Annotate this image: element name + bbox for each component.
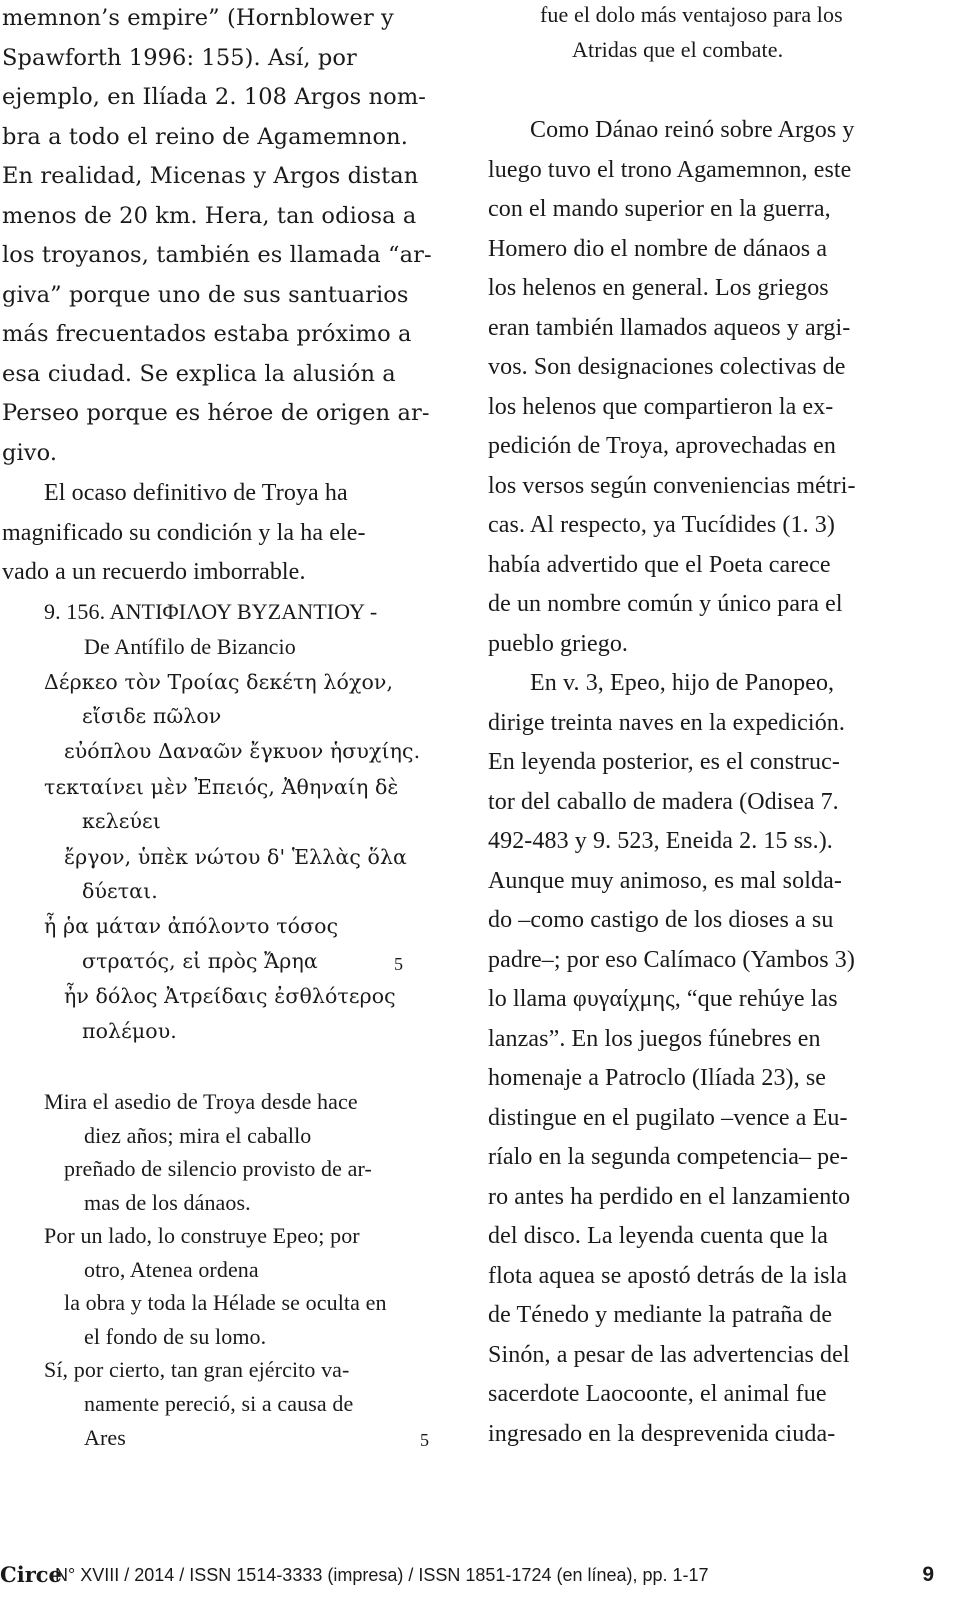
page-number: 9: [922, 1563, 934, 1586]
note-line: En realidad, Micenas y Argos distan: [2, 163, 419, 189]
note-line: Spawforth 1996: 155). Así, por: [2, 45, 357, 71]
translation-line: Ares: [84, 1425, 126, 1450]
body-line: eran también llamados aqueos y argi-: [488, 315, 851, 341]
note-line: esa ciudad. Se explica la alusión a: [2, 361, 396, 387]
body-line: Sinón, a pesar de las advertencias del: [488, 1342, 850, 1368]
epigram-author: De Antífilo de Bizancio: [84, 634, 296, 659]
body-line: padre–; por eso Calímaco (Yambos 3): [488, 947, 855, 973]
line-number: 5: [394, 954, 403, 974]
translation-line: otro, Atenea ordena: [84, 1257, 259, 1282]
body-line: Atridas que el combate.: [572, 37, 784, 62]
note-line: Perseo porque es héroe de origen ar-: [2, 400, 430, 426]
line-number: 5: [420, 1430, 429, 1450]
greek-verse-line: δύεται.: [82, 879, 158, 903]
body-line: ríalo en la segunda competencia– pe-: [488, 1144, 849, 1170]
translation-line: Mira el asedio de Troya desde hace: [44, 1089, 358, 1114]
body-line: pueblo griego.: [488, 631, 629, 657]
translation-line: Sí, por cierto, tan gran ejército va-: [44, 1357, 350, 1382]
body-line: tor del caballo de madera (Odisea 7.: [488, 789, 839, 815]
body-line: homenaje a Patroclo (Ilíada 23), se: [488, 1065, 827, 1091]
body-line: había advertido que el Poeta carece: [488, 552, 831, 578]
note-line: más frecuentados estaba próximo a: [2, 321, 412, 347]
note-line: memnon’s empire” (Hornblower y: [2, 5, 394, 31]
note-line: giva” porque uno de sus santuarios: [2, 282, 409, 308]
body-line: 492-483 y 9. 523, Eneida 2. 15 ss.).: [488, 828, 833, 854]
body-line: En v. 3, Epeo, hijo de Panopeo,: [530, 670, 835, 696]
journal-info: N° XVIII / 2014 / ISSN 1514-3333 (impresa) / ISSN 1851-1724 (en línea), pp. 1-17: [55, 1565, 709, 1585]
greek-verse-line: εὐόπλου Δαναῶν ἔγκυον ἡσυχίης.: [64, 739, 421, 763]
body-line: ingresado en la desprevenida ciuda-: [488, 1421, 836, 1447]
greek-verse-line: Δέρκεο τὸν Τροίας δεκέτη λόχον,: [44, 670, 394, 694]
body-line: los helenos que compartieron la ex-: [488, 394, 834, 420]
translation-line: diez años; mira el caballo: [84, 1123, 312, 1148]
body-line: del disco. La leyenda cuenta que la: [488, 1223, 829, 1249]
note-line: bra a todo el reino de Agamemnon.: [2, 124, 409, 150]
body-line: con el mando superior en la guerra,: [488, 196, 831, 222]
body-line: Homero dio el nombre de dánaos a: [488, 236, 828, 262]
body-line: do –como castigo de los dioses a su: [488, 907, 834, 933]
body-line: lo llama φυγαίχμης, “que rehúye las: [488, 986, 838, 1012]
body-line: sacerdote Laocoonte, el animal fue: [488, 1381, 827, 1407]
translation-line: el fondo de su lomo.: [84, 1324, 267, 1349]
translation-line: la obra y toda la Hélade se oculta en: [64, 1290, 387, 1315]
body-line: dirige treinta naves en la expedición.: [488, 710, 845, 736]
body-line: pedición de Troya, aprovechadas en: [488, 433, 836, 459]
journal-logo: Circe: [0, 1562, 62, 1587]
body-line: vos. Son designaciones colectivas de: [488, 354, 846, 380]
body-line: luego tuvo el trono Agamemnon, este: [488, 157, 852, 183]
greek-verse-line: ἔργον, ὑπὲκ νώτου δ' Ἑλλὰς ὅλα: [64, 845, 407, 869]
note-line: El ocaso definitivo de Troya ha: [44, 480, 348, 506]
note-line: ejemplo, en Ilíada 2. 108 Argos nom-: [2, 84, 426, 110]
greek-verse-line: ἦ ῥα μάταν ἀπόλοντο τόσος: [44, 914, 339, 938]
body-line: En leyenda posterior, es el construc-: [488, 749, 840, 775]
greek-verse-line: ἦν δόλος Ἀτρείδαις ἐσθλότερος: [64, 984, 396, 1008]
body-line: los versos según conveniencias métri-: [488, 473, 856, 499]
body-line: lanzas”. En los juegos fúnebres en: [488, 1026, 821, 1052]
note-line: givo.: [2, 440, 58, 466]
note-line: menos de 20 km. Hera, tan odiosa a: [2, 203, 417, 229]
body-line: distingue en el pugilato –vence a Eu-: [488, 1105, 848, 1131]
note-line: vado a un recuerdo imborrable.: [2, 559, 306, 585]
body-line: los helenos en general. Los griegos: [488, 275, 829, 301]
epigram-heading: 9. 156. ΑΝΤΙΦΙΛΟΥ ΒΥΖΑΝΤΙΟΥ -: [44, 599, 378, 624]
body-line: cas. Al respecto, ya Tucídides (1. 3): [488, 512, 835, 538]
page-footer: [0, 1562, 934, 1595]
note-line: magnificado su condición y la ha ele-: [2, 520, 366, 546]
body-line: fue el dolo más ventajoso para los: [540, 2, 843, 27]
translation-line: Por un lado, lo construye Epeo; por: [44, 1223, 360, 1248]
body-line: de Ténedo y mediante la patraña de: [488, 1302, 833, 1328]
body-line: de un nombre común y único para el: [488, 591, 843, 617]
body-line: Aunque muy animoso, es mal solda-: [488, 868, 842, 894]
greek-verse-line: στρατός, εἰ πρὸς Ἄρηα: [82, 949, 318, 973]
body-line: Como Dánao reinó sobre Argos y: [530, 117, 855, 143]
translation-line: mas de los dánaos.: [84, 1190, 251, 1215]
greek-verse-line: τεκταίνει μὲν Ἐπειός, Ἀθηναίη δὲ: [44, 775, 399, 799]
greek-verse-line: κελεύει: [82, 809, 161, 833]
note-line: los troyanos, también es llamada “ar-: [2, 242, 432, 268]
body-line: ro antes ha perdido en el lanzamiento: [488, 1184, 851, 1210]
greek-verse-line: πολέμου.: [82, 1019, 177, 1043]
translation-line: namente pereció, si a causa de: [84, 1391, 354, 1416]
greek-verse-line: εἴσιδε πῶλον: [82, 704, 222, 728]
body-line: flota aquea se apostó detrás de la isla: [488, 1263, 848, 1289]
translation-line: preñado de silencio provisto de ar-: [64, 1156, 372, 1181]
